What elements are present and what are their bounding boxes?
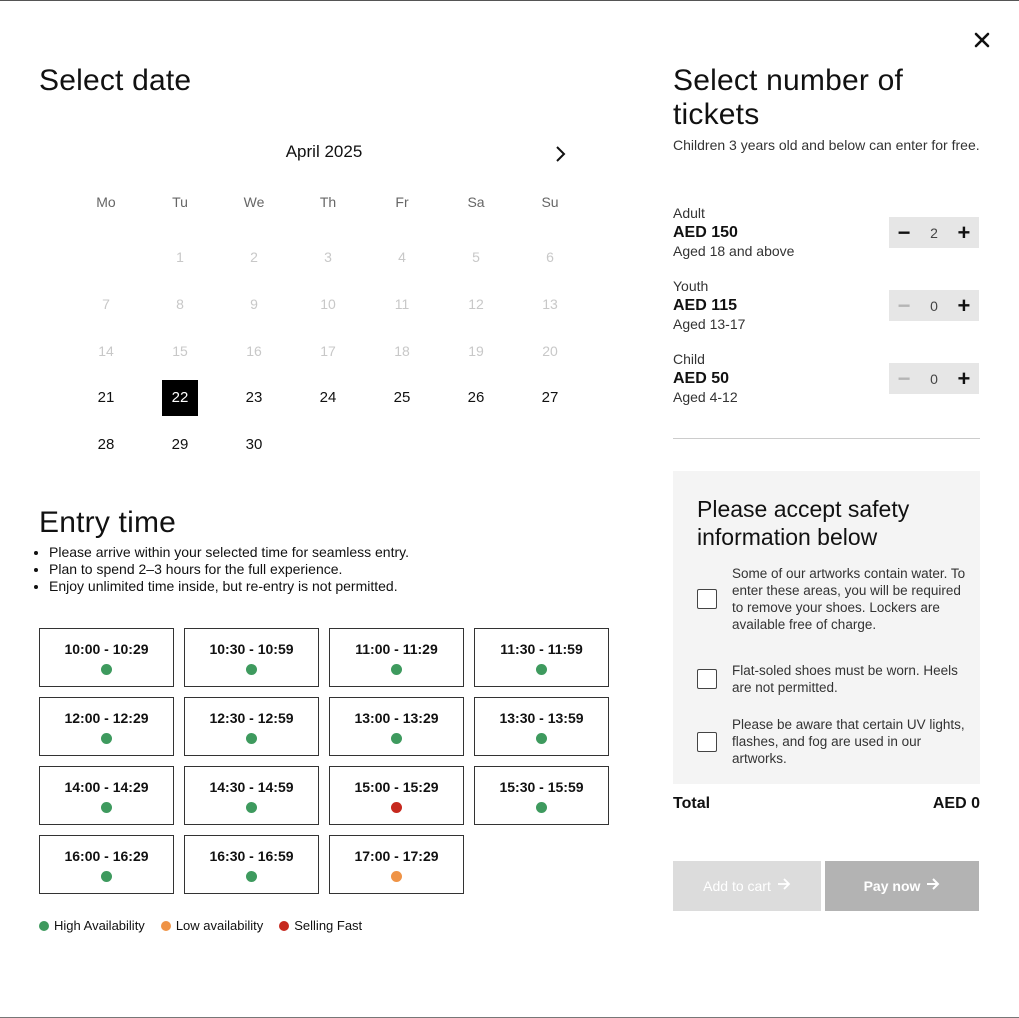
calendar-day-label: 4 [398, 248, 406, 265]
youth-quantity: 0 [930, 297, 938, 314]
time-slot-label: 12:30 - 12:59 [209, 709, 294, 726]
calendar-day-label: 17 [320, 342, 336, 359]
calendar-day-22[interactable] [143, 374, 217, 421]
plus-icon[interactable]: + [957, 292, 971, 318]
availability-dot-icon [391, 871, 402, 882]
safety-panel [673, 471, 980, 784]
availability-dot-icon [246, 664, 257, 675]
calendar-day-11 [365, 280, 439, 327]
calendar-day-19 [439, 327, 513, 374]
calendar-week [69, 421, 587, 468]
close-icon[interactable] [970, 28, 994, 52]
calendar-day-29[interactable] [143, 421, 217, 468]
calendar-week [69, 280, 587, 327]
total-value: AED 0 [932, 795, 980, 812]
tier-price: AED 50 [673, 370, 730, 387]
calendar-day-label: 21 [97, 389, 115, 406]
calendar-day-label: 6 [546, 248, 554, 265]
tickets-title-line1: Select number of [673, 64, 903, 97]
calendar-week [69, 233, 587, 280]
calendar-day-label: 9 [250, 295, 258, 312]
time-slot-label: 12:00 - 12:29 [64, 709, 149, 726]
weekday-su: Su [541, 194, 559, 210]
time-slot-button[interactable] [39, 766, 174, 825]
time-slot-button[interactable] [39, 697, 174, 756]
calendar-empty [291, 421, 365, 468]
calendar-day-label: 7 [102, 295, 110, 312]
legend-low-label: Low availability [175, 918, 264, 933]
child-quantity-stepper [889, 363, 979, 394]
tickets-subtitle: Children 3 years old and below can enter for free. [673, 137, 980, 153]
calendar-day-label: 3 [324, 248, 332, 265]
weekday-th: Th [319, 194, 337, 210]
availability-dot-icon [101, 733, 112, 744]
tier-price: AED 150 [673, 224, 738, 241]
calendar-day-21[interactable] [69, 374, 143, 421]
add-to-cart-label: Add to cart [703, 878, 771, 894]
calendar-day-label: 18 [394, 342, 410, 359]
availability-dot-icon [101, 664, 112, 675]
calendar-day-12 [439, 280, 513, 327]
entry-notes [49, 544, 409, 595]
calendar-day-20 [513, 327, 587, 374]
calendar [69, 186, 587, 468]
availability-dot-icon [246, 802, 257, 813]
legend-fast-label: Selling Fast [294, 918, 363, 933]
safety-text: Please be aware that certain UV lights, flashes, and fog are used in our artworks. [732, 717, 965, 766]
time-slot-button[interactable] [184, 628, 319, 687]
arrow-right-icon [777, 877, 791, 896]
calendar-day-23[interactable] [217, 374, 291, 421]
calendar-day-7 [69, 280, 143, 327]
plus-icon[interactable]: + [957, 365, 971, 391]
calendar-day-5 [439, 233, 513, 280]
calendar-day-10 [291, 280, 365, 327]
time-slot-button[interactable] [329, 697, 464, 756]
add-to-cart-button[interactable] [673, 861, 821, 911]
time-slot-button[interactable] [474, 766, 609, 825]
safety-item-water [697, 565, 967, 633]
availability-dot-icon [246, 733, 257, 744]
tickets-title [673, 64, 903, 132]
calendar-day-label: 22 [162, 380, 198, 416]
legend-high-label: High Availability [54, 918, 145, 933]
red-dot-icon [279, 921, 289, 931]
calendar-empty [69, 233, 143, 280]
weekday-header [69, 186, 587, 233]
calendar-day-24[interactable] [291, 374, 365, 421]
safety-item-uv [697, 716, 967, 767]
time-slot-label: 17:00 - 17:29 [354, 847, 439, 864]
calendar-day-30[interactable] [217, 421, 291, 468]
legend-low [161, 918, 263, 933]
safety-title: Please accept safety information below [697, 496, 910, 550]
legend-fast [279, 918, 362, 933]
tickets-title-line2: tickets [673, 98, 760, 131]
calendar-day-label: 8 [176, 295, 184, 312]
pay-now-button[interactable] [825, 861, 979, 911]
tier-age: Aged 4-12 [673, 389, 738, 405]
entry-note: • Please arrive within your selected time for seamless entry. [49, 544, 409, 561]
total-label: Total [673, 795, 711, 812]
calendar-day-14 [69, 327, 143, 374]
minus-icon[interactable]: − [897, 219, 911, 245]
calendar-day-2 [217, 233, 291, 280]
month-label: April 2025 [285, 142, 363, 161]
time-slot-label: 13:00 - 13:29 [354, 709, 439, 726]
calendar-day-label: 1 [176, 248, 184, 265]
calendar-day-8 [143, 280, 217, 327]
divider [673, 438, 980, 439]
calendar-day-15 [143, 327, 217, 374]
availability-dot-icon [101, 871, 112, 882]
tier-label: Child [673, 351, 705, 367]
weekday-we: We [243, 194, 265, 210]
minus-icon[interactable]: − [897, 292, 911, 318]
date-title: Select date [39, 64, 192, 97]
shoes-checkbox[interactable] [697, 669, 717, 689]
adult-quantity-stepper [889, 217, 979, 248]
availability-dot-icon [391, 802, 402, 813]
minus-icon[interactable]: − [897, 365, 911, 391]
tier-age: Aged 13-17 [673, 316, 746, 332]
calendar-week [69, 327, 587, 374]
entry-note: • Plan to spend 2–3 hours for the full experience. [49, 561, 409, 578]
calendar-day-label: 20 [542, 342, 558, 359]
youth-quantity-stepper [889, 290, 979, 321]
calendar-day-label: 2 [250, 248, 258, 265]
calendar-day-label: 19 [468, 342, 484, 359]
time-slot-button[interactable] [329, 628, 464, 687]
calendar-week [69, 374, 587, 421]
calendar-day-label: 15 [172, 342, 188, 359]
time-slot-label: 10:30 - 10:59 [209, 640, 294, 657]
tier-age: Aged 18 and above [673, 243, 795, 259]
calendar-day-16 [217, 327, 291, 374]
time-slot-button[interactable] [184, 835, 319, 894]
time-slot-button[interactable] [474, 697, 609, 756]
calendar-day-label: 11 [394, 295, 410, 312]
time-slot-label: 15:00 - 15:29 [354, 778, 439, 795]
availability-dot-icon [246, 871, 257, 882]
time-slot-label: 15:30 - 15:59 [499, 778, 584, 795]
calendar-day-label: 30 [245, 436, 263, 453]
pay-now-label: Pay now [863, 878, 921, 894]
safety-text: Some of our artworks contain water. To enter these areas, you will be required to remove your shoes. Lockers are available free of charge. [732, 566, 966, 632]
calendar-day-26[interactable] [439, 374, 513, 421]
safety-item-shoes [697, 662, 967, 696]
orange-dot-icon [161, 921, 171, 931]
calendar-day-17 [291, 327, 365, 374]
calendar-day-label: 12 [468, 295, 484, 312]
calendar-day-label: 29 [171, 436, 189, 453]
calendar-empty [513, 421, 587, 468]
time-slot-button[interactable] [39, 835, 174, 894]
calendar-day-label: 5 [472, 248, 480, 265]
availability-legend [39, 918, 378, 933]
calendar-day-label: 25 [393, 389, 411, 406]
tier-label: Youth [673, 278, 709, 294]
time-slot-label: 11:00 - 11:29 [355, 640, 438, 657]
time-slot-label: 16:00 - 16:29 [64, 847, 149, 864]
availability-dot-icon [536, 802, 547, 813]
water-checkbox[interactable] [697, 589, 717, 609]
calendar-day-18 [365, 327, 439, 374]
calendar-day-label: 10 [320, 295, 336, 312]
time-slot-label: 14:30 - 14:59 [209, 778, 294, 795]
time-slot-button[interactable] [329, 766, 464, 825]
availability-dot-icon [536, 733, 547, 744]
weekday-sa: Sa [467, 194, 485, 210]
availability-dot-icon [101, 802, 112, 813]
safety-text: Flat-soled shoes must be worn. Heels are not permitted. [732, 663, 958, 695]
time-slot-label: 16:30 - 16:59 [209, 847, 294, 864]
time-slot-button[interactable] [39, 628, 174, 687]
child-quantity: 0 [930, 370, 938, 387]
time-slot-button[interactable] [184, 697, 319, 756]
entry-title: Entry time [39, 506, 177, 539]
calendar-empty [439, 421, 513, 468]
calendar-day-3 [291, 233, 365, 280]
uv-checkbox[interactable] [697, 732, 717, 752]
calendar-empty [365, 421, 439, 468]
weekday-fr: Fr [395, 194, 409, 210]
time-slot-label: 13:30 - 13:59 [499, 709, 584, 726]
calendar-day-9 [217, 280, 291, 327]
tier-label: Adult [673, 205, 705, 221]
arrow-right-icon [926, 877, 940, 896]
calendar-day-25[interactable] [365, 374, 439, 421]
weekday-mo: Mo [96, 194, 116, 210]
calendar-day-label: 24 [319, 389, 337, 406]
calendar-day-label: 16 [246, 342, 262, 359]
time-slots [39, 628, 611, 894]
weekday-tu: Tu [172, 194, 188, 210]
calendar-day-label: 23 [245, 389, 263, 406]
legend-high [39, 918, 145, 933]
calendar-day-6 [513, 233, 587, 280]
availability-dot-icon [391, 733, 402, 744]
calendar-day-13 [513, 280, 587, 327]
calendar-day-1 [143, 233, 217, 280]
time-slot-label: 11:30 - 11:59 [500, 640, 583, 657]
time-slot-label: 10:00 - 10:29 [64, 640, 149, 657]
calendar-day-27[interactable] [513, 374, 587, 421]
tier-price: AED 115 [673, 297, 738, 314]
availability-dot-icon [391, 664, 402, 675]
time-slot-button[interactable] [329, 835, 464, 894]
calendar-day-label: 14 [98, 342, 114, 359]
calendar-day-label: 13 [542, 295, 558, 312]
time-slot-button[interactable] [184, 766, 319, 825]
green-dot-icon [39, 921, 49, 931]
calendar-day-label: 27 [541, 389, 559, 406]
availability-dot-icon [536, 664, 547, 675]
calendar-day-4 [365, 233, 439, 280]
entry-note: • Enjoy unlimited time inside, but re-entry is not permitted. [49, 578, 409, 595]
plus-icon[interactable]: + [957, 219, 971, 245]
time-slot-label: 14:00 - 14:29 [64, 778, 149, 795]
calendar-day-label: 26 [467, 389, 485, 406]
adult-quantity: 2 [930, 224, 938, 241]
calendar-day-28[interactable] [69, 421, 143, 468]
time-slot-button[interactable] [474, 628, 609, 687]
calendar-day-label: 28 [97, 436, 115, 453]
chevron-right-icon[interactable] [548, 142, 572, 166]
